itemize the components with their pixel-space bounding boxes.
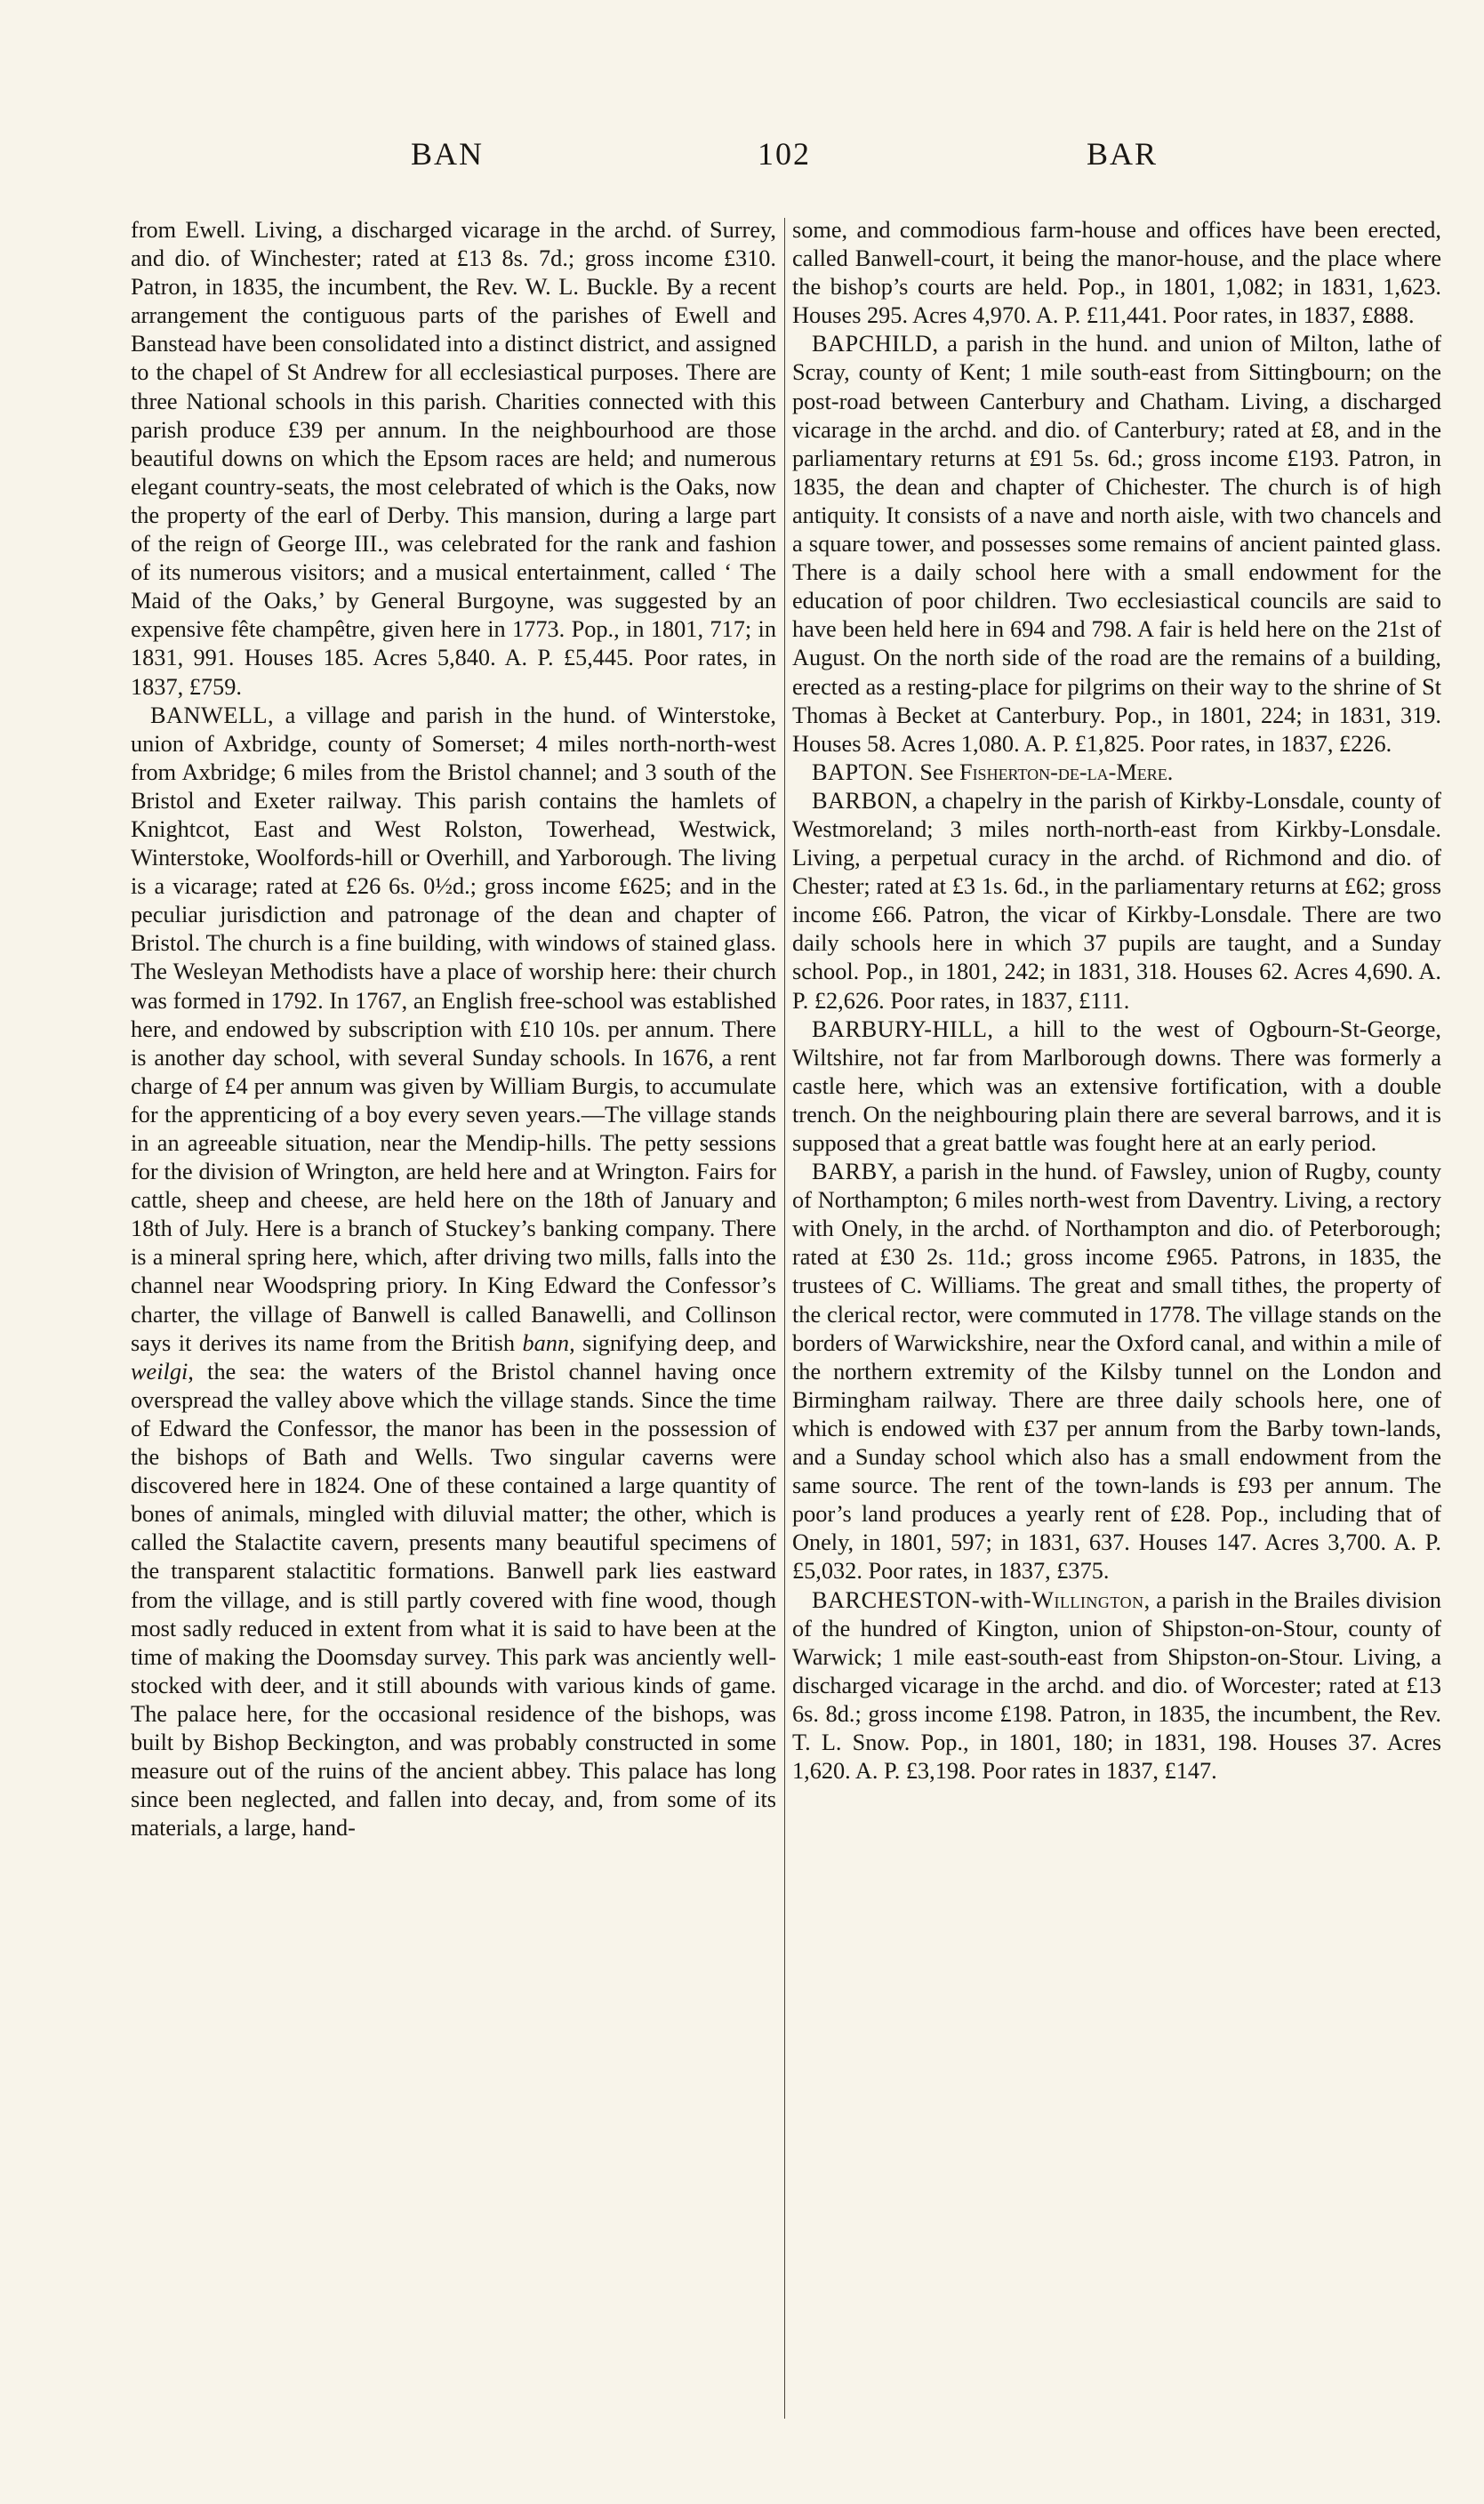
headword-bapchild: BAPCHILD,	[812, 331, 939, 357]
entry-continued-banstead: from Ewell. Living, a discharged vicarage in the archd. of Surrey, and dio. of Winchester; rated at £13 8s. 7d.; gross income £310. Patron, in 1835, the incumbent, the Rev. W. L. Buckle. By a recent arrangement the contiguous parts of the parishes of Ewell and Banstead have been consolidated into a distinct district, and assigned to the chapel of St Andrew for all ecclesiastical purposes. There are three National schools in this parish. Charities connected with this parish produce £39 per annum. In the neighbourhood are those beautiful downs on which the Epsom races are held; and numerous elegant country-seats, the most celebrated of which is the Oaks, now the property of the earl of Derby. This mansion, during a large part of the reign of George III., was celebrated for the rank and fashion of its numerous visitors; and a musical entertainment, called ‘ The Maid of the Oaks,’ by General Burgoyne, was suggested by an expensive fête champêtre, given here in 1773. Pop., in 1801, 717; in 1831, 991. Houses 185. Acres 5,840. A. P. £5,445. Poor rates, in 1837, £759.	[131, 217, 776, 700]
entry-text: a parish in the hund. and union of Milton, lathe of Scray, county of Kent; 1 mile south-east from Sittingbourn; on the post-road between Canterbury and Chatham. Living, a discharged vicarage in the archd. and dio. of Canterbury; rated at £8, and in the parliamentary returns at £91 5s. 6d.; gross income £193. Patron, in 1835, the dean and chapter of Chichester. The church is of high antiquity. It consists of a nave and north aisle, with two chancels and a square tower, and possesses some remains of ancient painted glass. There is a daily school here with a small endowment for the education of poor children. Two ecclesiastical councils are said to have been held here in 694 and 798. A fair is held here on the 21st of August. On the north side of the road are the remains of a building, erected as a resting-place for pilgrims on their way to the shrine of St Thomas à Becket at Canterbury. Pop., in 1801, 224; in 1831, 319. Houses 58. Acres 1,080. A. P. £1,825. Poor rates, in 1837, £226.	[792, 331, 1441, 757]
column-divider	[784, 218, 785, 2419]
headword-barby: BARBY,	[812, 1159, 898, 1185]
left-column	[131, 216, 776, 1842]
entry-text: See	[913, 758, 959, 785]
running-head-left: BAN	[411, 136, 485, 172]
page-number: 102	[758, 136, 811, 172]
running-head-right: BAR	[1087, 136, 1159, 172]
entry-continued-banwell: some, and commodious farm-house and offices have been erected, called Banwell-court, it being the manor-house, and the place where the bishop’s courts are held. Pop., in 1801, 1,082; in 1831, 1,623. Houses 295. Acres 4,970. A. P. £11,441. Poor rates, in 1837, £888.	[792, 217, 1441, 329]
headword-bapton: BAPTON.	[812, 758, 914, 785]
entry-text: a parish in the Brailes division of the hundred of Kington, union of Shipston-on-Stour, county of Warwick; 1 mile east-south-east from Shipston-on-Stour. Living, a discharged vicarage in the archd. and dio. of Worcester; rated at £13 6s. 8d.; gross income £198. Patron, in 1835, the incumbent, the Rev. T. L. Snow. Pop., in 1801, 180; in 1831, 198. Houses 37. Acres 1,620. A. P. £3,198. Poor rates in 1837, £147.	[792, 1586, 1441, 1785]
entry-text: a parish in the hund. of Fawsley, union of Rugby, county of Northampton; 6 miles north-west from Daventry. Living, a rectory with Onely, in the archd. of Northampton and dio. of Peterborough; rated at £30 2s. 11d.; gross income £965. Patrons, in 1835, the trustees of C. Williams. The great and small tithes, the property of the clerical rector, were commuted in 1778. The village stands on the borders of Warwickshire, near the Oxford canal, and within a mile of the northern extremity of the Kilsby tunnel on the London and Birmingham railway. There are three daily schools here, one of which is endowed with £37 per annum from the Barby town-lands, and a Sunday school which also has a small endowment from the same source. The rent of the town-lands is £93 per annum. The poor’s land produces a yearly rent of £28. Pop., including that of Onely, in 1801, 597; in 1831, 637. Houses 147. Acres 3,700. A. P. £5,032. Poor rates, in 1837, £375.	[792, 1159, 1441, 1585]
cross-reference: Fisherton-de-la-Mere.	[959, 758, 1174, 785]
headword-barbury-hill: BARBURY-HILL,	[812, 1015, 994, 1042]
headword-banwell: BANWELL,	[150, 702, 275, 728]
etymology-term: bann,	[522, 1329, 575, 1356]
entry-barcheston	[792, 1586, 1441, 1786]
entry-text: a village and parish in the hund. of Winterstoke, union of Axbridge, county of Somerset; 4 miles north-north-west from Axbridge; 6 miles from the Bristol channel; and 3 south of the Bristol and Exeter railway. This parish contains the hamlets of Knightcot, East and West Rolston, Towerhead, Westwick, Winterstoke, Woolfords-hill or Overhill, and Yarborough. The living is a vicarage; rated at £26 6s. 0½d.; gross income £625; and in the peculiar jurisdiction and patronage of the dean and chapter of Bristol. The church is a fine building, with windows of stained glass. The Wesleyan Methodists have a place of worship here: their church was formed in 1792. In 1767, an English free-school was established here, and endowed by subscription with £10 10s. per annum. There is another day school, with several Sunday schools. In 1676, a rent charge of £4 per annum was given by William Burgis, to accumulate for the apprenticing of a boy every seven years.—The village stands in an agreeable situation, near the Mendip-hills. The petty sessions for the division of Wrington, are held here and at Wrington. Fairs for cattle, sheep and cheese, are held here on the 18th of January and 18th of July. Here is a branch of Stuckey’s banking company. There is a mineral spring here, which, after driving two mills, falls into the channel near Woodspring priory. In King Edward the Confessor’s charter, the village of Banwell is called Banawelli, and Collinson says it derives its name from the British	[131, 702, 776, 1356]
entry-barbon	[792, 787, 1441, 1015]
entry-banwell	[131, 702, 776, 1843]
headword-barcheston: BARCHESTON-with-	[812, 1586, 1032, 1613]
headword-barcheston-suffix: Willington,	[1031, 1586, 1151, 1613]
entry-text: the sea: the waters of the Bristol channel having once overspread the valley above which the village stands. Since the time of Edward the Confessor, the manor has been in the possession of the bishops of Bath and Wells. Two singular caverns were discovered here in 1824. One of these contained a large quantity of bones of animals, mingled with diluvial matter; the other, which is called the Stalactite cavern, presents many beautiful specimens of the transparent stalactitic formations. Banwell park lies eastward from the village, and is still partly covered with fine wood, though most sadly reduced in extent from what it is said to have been at the time of making the Doomsday survey. This park was anciently well-stocked with deer, and it still abounds with various kinds of game. The palace here, for the occasional residence of the bishops, was built by Bishop Beckington, and was probably constructed in some measure out of the ruins of the ancient abbey. This palace has long since been neglected, and fallen into decay, and, from some of its materials, a large, hand-	[131, 1358, 776, 1842]
entry-barbury-hill	[792, 1015, 1441, 1158]
etymology-term: weilgi,	[131, 1358, 194, 1384]
entry-text: signifying deep, and	[574, 1329, 776, 1356]
entry-text: a hill to the west of Ogbourn-St-George, Wiltshire, not far from Marlborough downs. There was formerly a castle here, which was an extensive fortification, with a double trench. On the neighbouring plain there are several barrows, and it is supposed that a great battle was fought here at an early period.	[792, 1015, 1441, 1156]
entry-bapton	[792, 758, 1441, 787]
entry-text: a chapelry in the parish of Kirkby-Lonsdale, county of Westmoreland; 3 miles north-north-east from Kirkby-Lonsdale. Living, a perpetual curacy in the archd. of Richmond and dio. of Chester; rated at £3 1s. 6d., in the parliamentary returns at £62; gross income £66. Patron, the vicar of Kirkby-Lonsdale. There are two daily schools here in which 37 pupils are taught, and a Sunday school. Pop., in 1801, 242; in 1831, 318. Houses 62. Acres 4,690. A. P. £2,626. Poor rates, in 1837, £111.	[792, 787, 1441, 1014]
entry-barby	[792, 1158, 1441, 1585]
right-column	[792, 216, 1441, 1786]
entry-bapchild	[792, 330, 1441, 758]
headword-barbon: BARBON,	[812, 787, 918, 814]
